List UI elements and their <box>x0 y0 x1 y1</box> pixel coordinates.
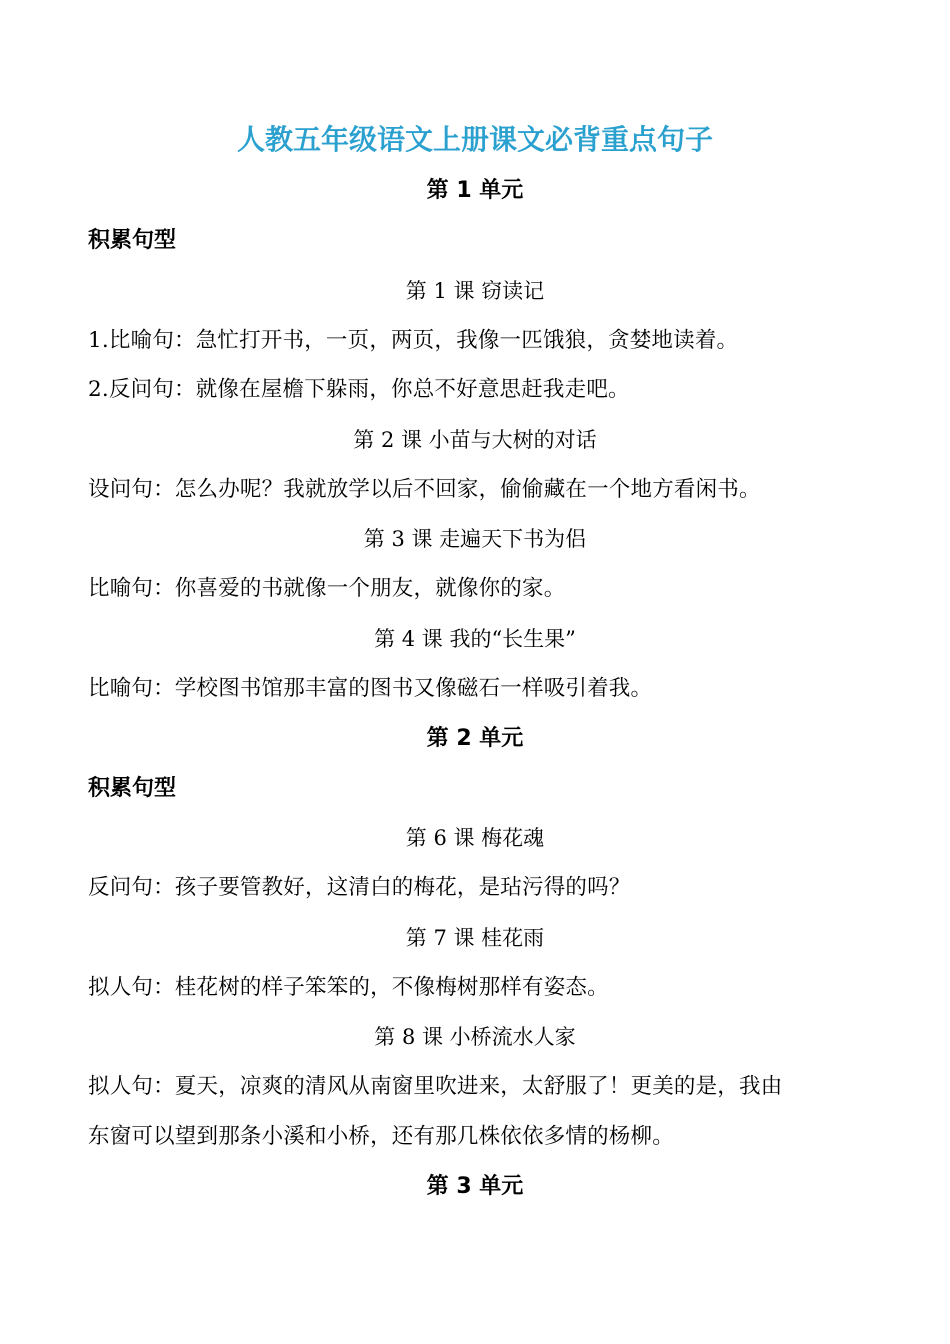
sentence-line: 比喻句：你喜爱的书就像一个朋友，就像你的家。 <box>88 576 566 601</box>
sentence-line: 1.比喻句：急忙打开书，一页，两页，我像一匹饿狼，贪婪地读着。 <box>88 328 739 353</box>
document-title: 人教五年级语文上册课文必背重点句子 <box>236 123 713 156</box>
lesson-heading: 第 3 课 走遍天下书为侣 <box>363 527 587 551</box>
section-heading: 积累句型 <box>88 776 177 801</box>
sentence-line: 拟人句：桂花树的样子笨笨的，不像梅树那样有姿态。 <box>88 975 609 1000</box>
lesson-heading: 第 2 课 小苗与大树的对话 <box>353 428 597 452</box>
sentence-line: 拟人句：夏天，凉爽的清风从南窗里吹进来，太舒服了！更美的是，我由 <box>88 1074 783 1099</box>
unit-heading: 第 3 单元 <box>426 1174 524 1199</box>
lesson-heading: 第 6 课 梅花魂 <box>405 826 545 850</box>
sentence-line: 反问句：孩子要管教好，这清白的梅花，是玷污得的吗？ <box>88 875 631 900</box>
sentence-line: 2.反问句：就像在屋檐下躲雨，你总不好意思赶我走吧。 <box>88 377 630 402</box>
lesson-heading: 第 7 课 桂花雨 <box>405 926 545 950</box>
unit-heading: 第 2 单元 <box>426 726 524 751</box>
lesson-heading: 第 1 课 窃读记 <box>405 279 545 303</box>
sentence-line: 设问句：怎么办呢？我就放学以后不回家，偷偷藏在一个地方看闲书。 <box>88 477 761 502</box>
lesson-heading: 第 8 课 小桥流水人家 <box>374 1025 576 1049</box>
lesson-heading: 第 4 课 我的“长生果” <box>374 627 576 651</box>
sentence-line: 东窗可以望到那条小溪和小桥，还有那几株依依多情的杨柳。 <box>88 1124 674 1149</box>
unit-heading: 第 1 单元 <box>426 178 524 203</box>
sentence-line: 比喻句：学校图书馆那丰富的图书又像磁石一样吸引着我。 <box>88 676 653 701</box>
section-heading: 积累句型 <box>88 228 177 253</box>
